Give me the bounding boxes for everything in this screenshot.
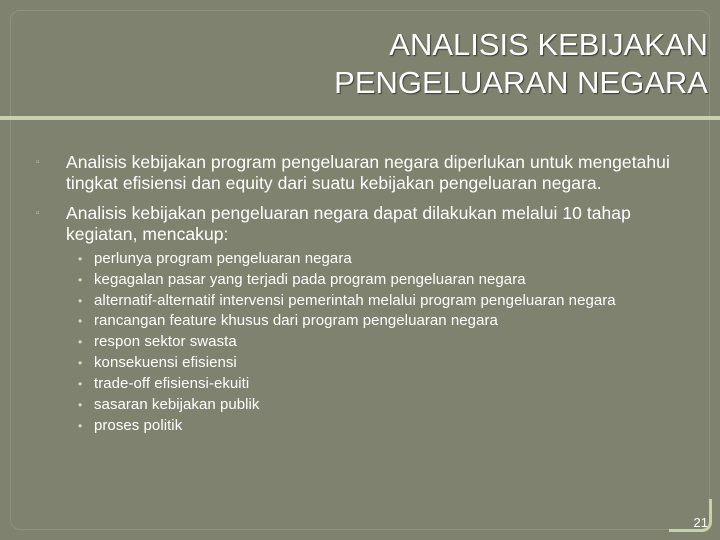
sub-item-text: konsekuensi efisiensi <box>94 354 237 371</box>
sub-list-item <box>66 312 676 330</box>
sub-bullet-icon: • <box>78 252 83 266</box>
sub-item-text: kegagalan pasar yang terjadi pada program pengeluaran negara <box>94 271 526 288</box>
sub-list-item <box>66 333 676 351</box>
sub-list-item <box>66 354 676 372</box>
sub-item-text: alternatif-alternatif intervensi pemerintah melalui program pengeluaran negara <box>94 292 616 309</box>
title-divider <box>0 116 720 120</box>
title-line-1: ANALISIS KEBIJAKAN <box>389 27 708 62</box>
sub-list-item <box>66 292 676 309</box>
bullet-item <box>36 203 676 435</box>
slide-content <box>36 152 676 435</box>
sub-item-text: proses politik <box>94 417 183 434</box>
sub-list <box>66 250 676 435</box>
sub-list-item <box>66 250 676 268</box>
bullet-text: Analisis kebijakan pengeluaran negara dapat dilakukan melalui 10 tahap kegiatan, mencakup: <box>66 203 631 244</box>
bullet-item <box>36 152 676 194</box>
sub-item-text: perlunya program pengeluaran negara <box>94 250 352 267</box>
sub-bullet-icon: • <box>78 294 83 308</box>
sub-list-item <box>66 417 676 435</box>
sub-bullet-icon: • <box>78 419 83 433</box>
sub-bullet-icon: • <box>78 273 83 287</box>
sub-item-text: trade-off efisiensi-ekuiti <box>94 375 250 392</box>
sub-bullet-icon: • <box>78 398 83 412</box>
sub-bullet-icon: • <box>78 356 83 370</box>
title-line-2: PENGELUARAN NEGARA <box>334 65 708 100</box>
sub-item-text: respon sektor swasta <box>94 333 237 350</box>
bullet-marker-icon: ▫ <box>36 157 40 168</box>
sub-list-item <box>66 375 676 393</box>
sub-bullet-icon: • <box>78 314 83 328</box>
sub-bullet-icon: • <box>78 377 83 391</box>
sub-item-text: sasaran kebijakan publik <box>94 396 260 413</box>
sub-list-item <box>66 396 676 414</box>
sub-bullet-icon: • <box>78 335 83 349</box>
sub-item-text: rancangan feature khusus dari program pengeluaran negara <box>94 312 498 329</box>
sub-list-item <box>66 271 676 289</box>
bullet-marker-icon: ▫ <box>36 208 40 219</box>
page-number: 21 <box>693 515 708 530</box>
slide-title <box>108 26 708 102</box>
bullet-text: Analisis kebijakan program pengeluaran negara diperlukan untuk mengetahui tingkat efisiensi dan equity dari suatu kebijakan pengeluaran negara. <box>66 152 670 193</box>
